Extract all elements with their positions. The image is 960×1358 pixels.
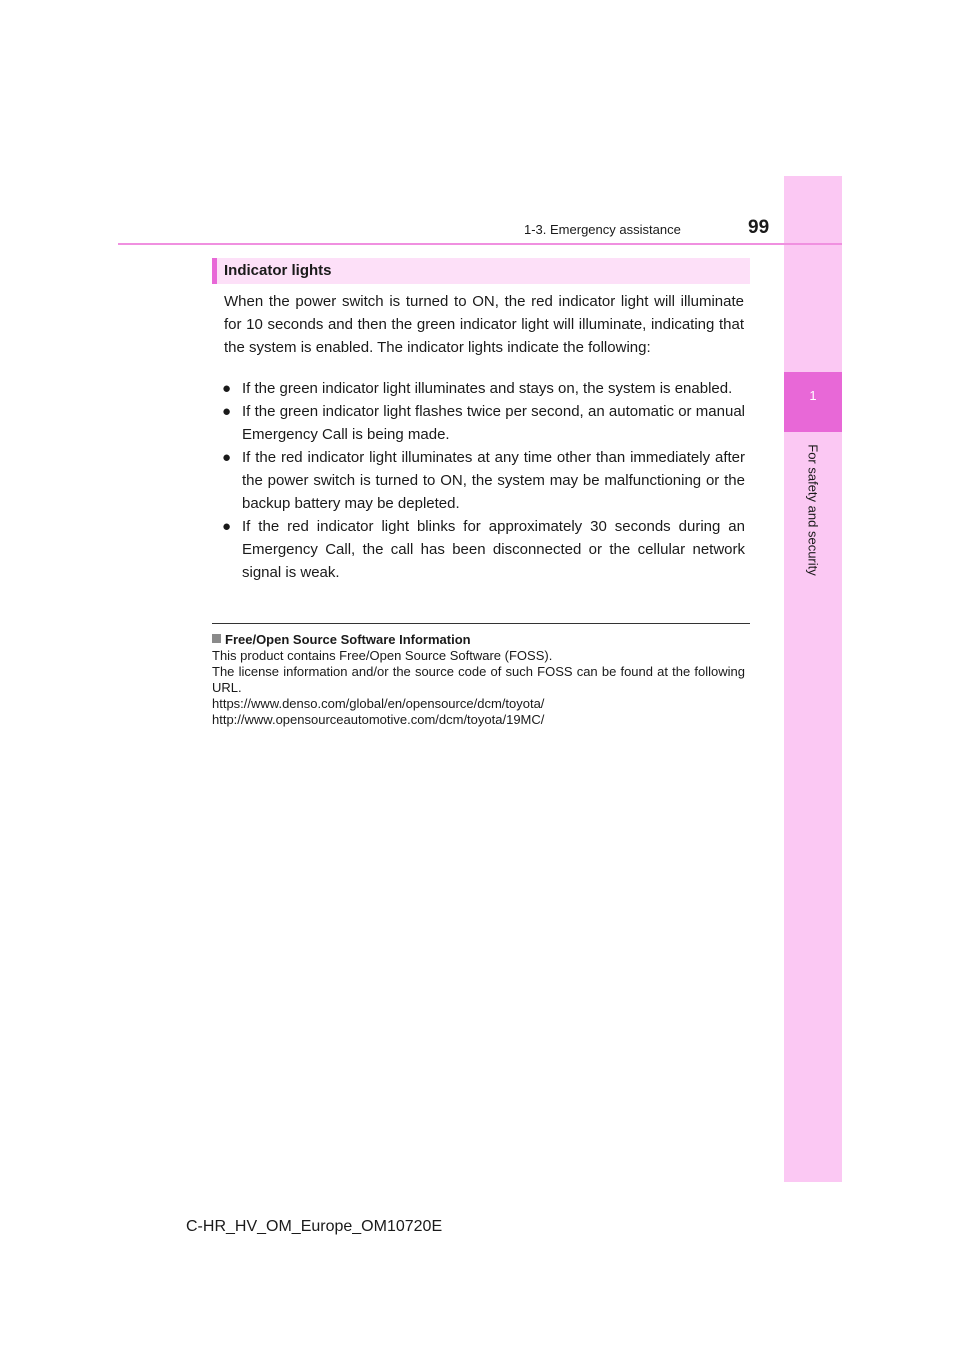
note-line: The license information and/or the source code of such FOSS can be found at the following URL.: [212, 664, 745, 695]
chapter-side-tab: [784, 176, 842, 1182]
note-url: http://www.opensourceautomotive.com/dcm/toyota/19MC/: [212, 712, 545, 727]
list-item: [222, 446, 745, 515]
list-item-text: If the red indicator light blinks for approximately 30 seconds during an Emergency Call, the call has been disconnected or the cellular network signal is weak.: [242, 518, 745, 581]
bullet-icon: ●: [222, 518, 232, 535]
bullet-icon: ●: [222, 403, 232, 420]
section-divider: [212, 623, 750, 624]
list-item-text: If the green indicator light illuminates and stays on, the system is enabled.: [242, 380, 733, 397]
section-heading-text: Indicator lights: [224, 262, 332, 279]
list-item: [222, 377, 745, 400]
note-title-text: Free/Open Source Software Information: [225, 632, 471, 647]
section-heading: [212, 258, 750, 284]
note-block: [212, 632, 745, 728]
note-url: https://www.denso.com/global/en/opensource/dcm/toyota/: [212, 696, 545, 711]
list-item-text: If the red indicator light illuminates at any time other than immediately after the power switch is turned to ON, the system may be malfunctioning or the backup battery may be depleted.: [242, 449, 745, 512]
document-id: C-HR_HV_OM_Europe_OM10720E: [186, 1218, 443, 1235]
note-line: This product contains Free/Open Source Software (FOSS).: [212, 648, 553, 663]
header-rule: [118, 243, 842, 245]
list-item: [222, 515, 745, 584]
chapter-title: For safety and security: [805, 444, 821, 576]
intro-paragraph: When the power switch is turned to ON, the red indicator light will illuminate for 10 seconds and then the green indicator light will illuminate, indicating that the system is enabled. The indicator lights indicate the following:: [224, 293, 744, 356]
bullet-icon: ●: [222, 449, 232, 466]
list-item: [222, 400, 745, 446]
running-header: 1-3. Emergency assistance: [524, 222, 681, 237]
chapter-number: 1: [809, 388, 817, 403]
note-title: [212, 632, 745, 648]
square-bullet-icon: [212, 634, 221, 643]
list-item-text: If the green indicator light flashes twice per second, an automatic or manual Emergency Call is being made.: [242, 403, 745, 443]
bullet-icon: ●: [222, 380, 232, 397]
bullet-list: [222, 377, 745, 584]
page-number: 99: [748, 217, 770, 238]
